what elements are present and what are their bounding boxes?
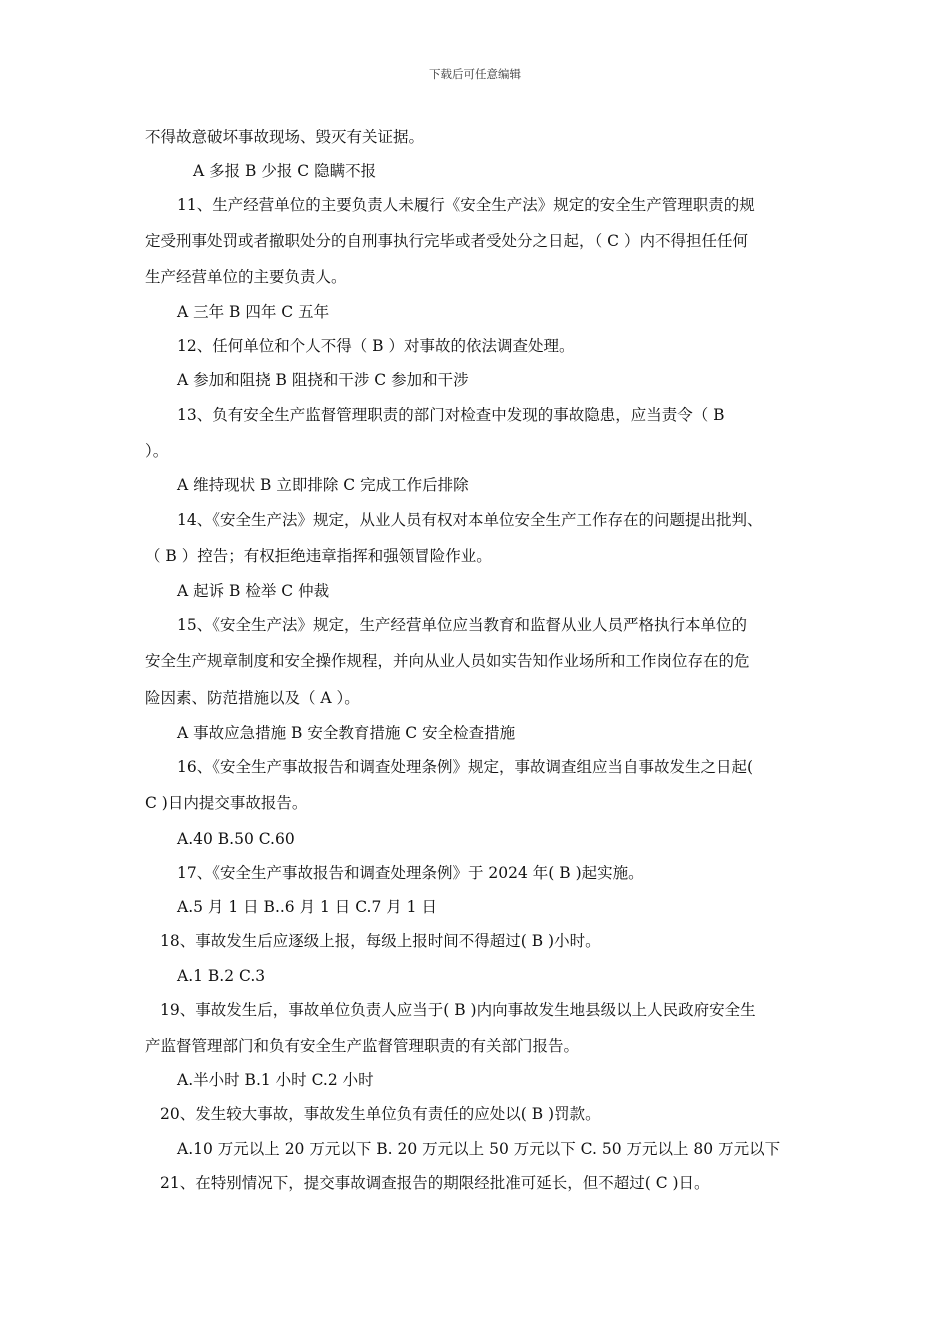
answer-options: A 维持现状 B 立即排除 C 完成工作后排除 bbox=[177, 476, 469, 494]
question-text: 19、事故发生后，事故单位负责人应当于( B )内向事故发生地县级以上人民政府安全生 bbox=[160, 1001, 756, 1019]
answer-options: A.1 B.2 C.3 bbox=[177, 967, 266, 985]
text-line: 险因素、防范措施以及（ A ）。 bbox=[145, 689, 360, 707]
text-line: 安全生产规章制度和安全操作规程，并向从业人员如实告知作业场所和工作岗位存在的危 bbox=[145, 652, 750, 670]
text-line: C )日内提交事故报告。 bbox=[145, 794, 308, 812]
answer-options: A.半小时 B.1 小时 C.2 小时 bbox=[177, 1071, 374, 1089]
question-text: 20、发生较大事故，事故发生单位负有责任的应处以( B )罚款。 bbox=[160, 1105, 601, 1123]
answer-options: A 参加和阻挠 B 阻挠和干涉 C 参加和干涉 bbox=[177, 371, 469, 389]
question-text: 13、负有安全生产监督管理职责的部门对检查中发现的事故隐患，应当责令（ B bbox=[177, 406, 725, 424]
text-line: 生产经营单位的主要负责人。 bbox=[145, 268, 347, 286]
text-line: 定受刑事处罚或者撤职处分的自刑事执行完毕或者受处分之日起，（ C ）内不得担任任何 bbox=[145, 232, 748, 250]
question-text: 17、《安全生产事故报告和调查处理条例》于 2024 年( B )起实施。 bbox=[177, 864, 644, 882]
question-text: 11、生产经营单位的主要负责人未履行《安全生产法》规定的安全生产管理职责的规 bbox=[177, 196, 755, 214]
text-line: （ B ）控告；有权拒绝违章指挥和强领冒险作业。 bbox=[145, 547, 492, 565]
question-text: 21、在特别情况下，提交事故调查报告的期限经批准可延长，但不超过( C )日。 bbox=[160, 1174, 710, 1192]
text-line: 不得故意破坏事故现场、毁灭有关证据。 bbox=[145, 128, 425, 146]
answer-options: A 多报 B 少报 C 隐瞒不报 bbox=[193, 162, 377, 180]
answer-options: A 事故应急措施 B 安全教育措施 C 安全检查措施 bbox=[177, 724, 516, 742]
question-text: 14、《安全生产法》规定，从业人员有权对本单位安全生产工作存在的问题提出批判、 bbox=[177, 511, 763, 529]
answer-options: A.40 B.50 C.60 bbox=[177, 830, 295, 848]
answer-options: A.10 万元以上 20 万元以下 B. 20 万元以上 50 万元以下 C. 50 万元以上 80 万元以下 bbox=[177, 1140, 781, 1158]
text-line: 产监督管理部门和负有安全生产监督管理职责的有关部门报告。 bbox=[145, 1037, 580, 1055]
answer-options: A.5 月 1 日 B..6 月 1 日 C.7 月 1 日 bbox=[177, 898, 437, 916]
answer-options: A 起诉 B 检举 C 仲裁 bbox=[177, 582, 330, 600]
answer-options: A 三年 B 四年 C 五年 bbox=[177, 303, 330, 321]
page-header: 下载后可任意编辑 bbox=[429, 67, 521, 81]
question-text: 15、《安全生产法》规定，生产经营单位应当教育和监督从业人员严格执行本单位的 bbox=[177, 616, 747, 634]
text-line: ）。 bbox=[145, 442, 169, 460]
question-text: 18、事故发生后应逐级上报，每级上报时间不得超过( B )小时。 bbox=[160, 932, 601, 950]
question-text: 16、《安全生产事故报告和调查处理条例》规定，事故调查组应当自事故发生之日起( bbox=[177, 758, 754, 776]
question-text: 12、任何单位和个人不得（ B ）对事故的依法调查处理。 bbox=[177, 337, 575, 355]
